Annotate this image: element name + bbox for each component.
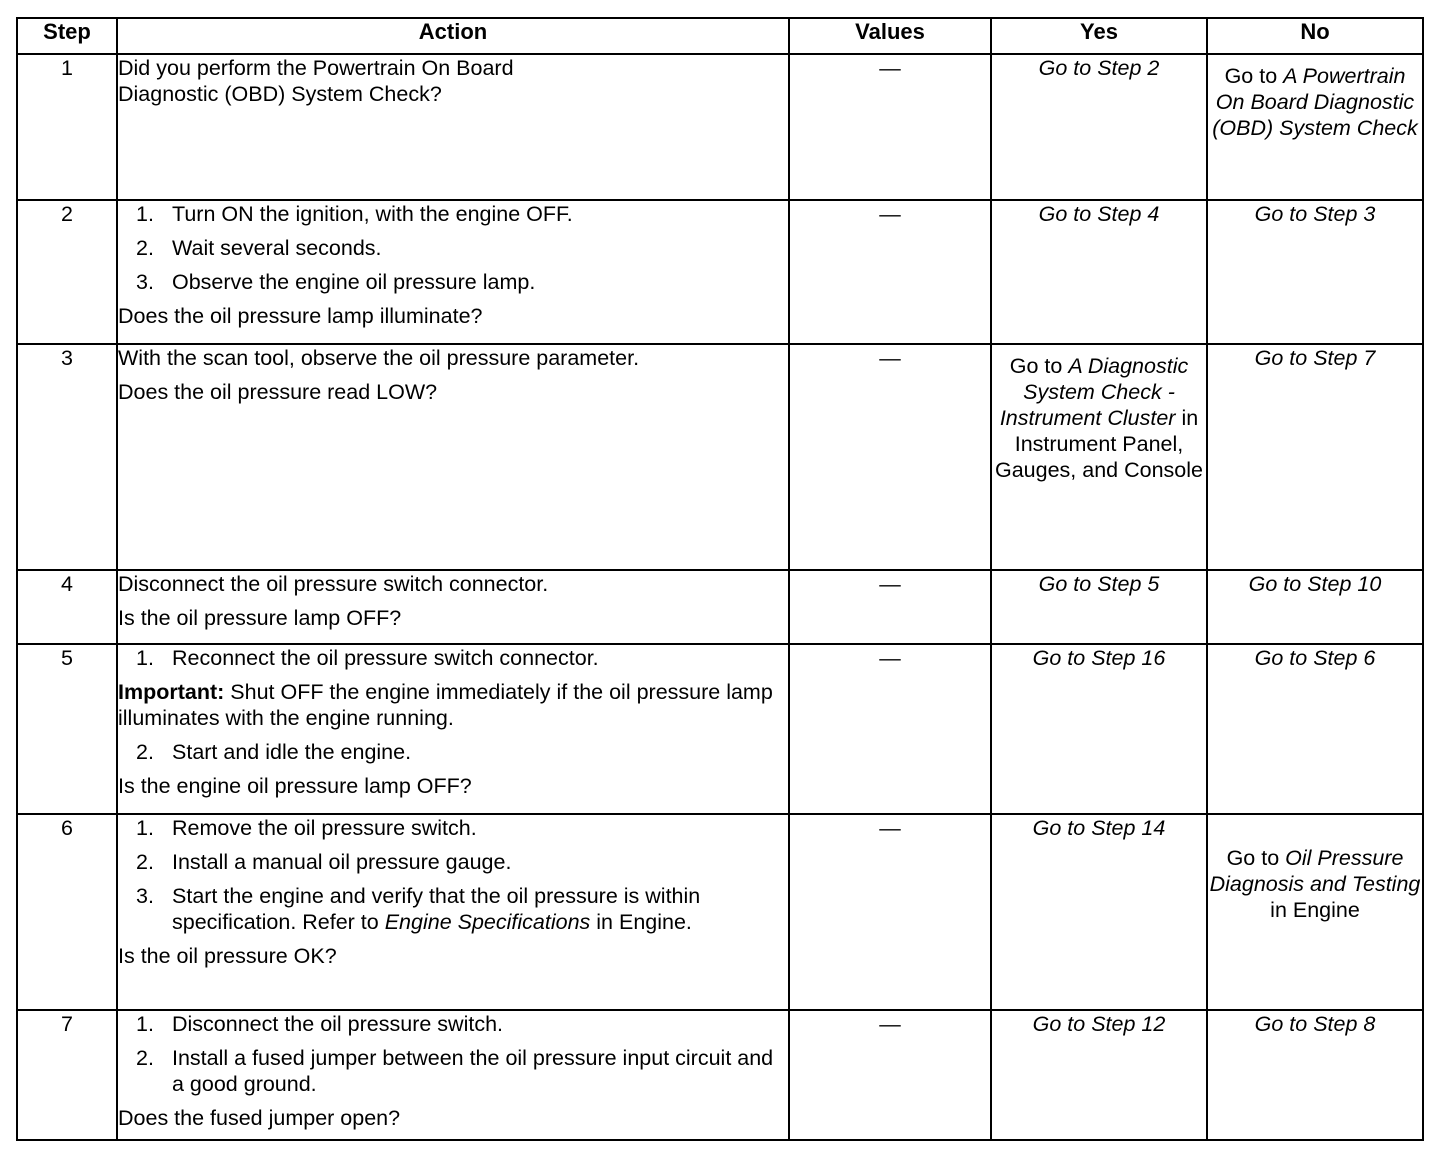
value-cell	[789, 54, 991, 200]
no-suffix: in Engine	[1270, 898, 1360, 922]
value-cell	[789, 814, 991, 1010]
dash: —	[879, 646, 901, 670]
dash: —	[879, 202, 901, 226]
no-link[interactable]: Go to Step 6	[1254, 646, 1376, 670]
action-cell	[117, 814, 789, 1010]
value-cell	[789, 644, 991, 814]
value-cell	[789, 570, 991, 644]
table-row	[17, 54, 1423, 200]
value-cell	[789, 1010, 991, 1140]
yes-cell	[991, 1010, 1207, 1140]
list-item: 2. Start and idle the engine.	[136, 740, 412, 764]
action-cell	[117, 54, 789, 200]
no-prefix: Go to	[1226, 846, 1286, 870]
list-item: 1. Reconnect the oil pressure switch connector.	[136, 646, 599, 670]
dash: —	[879, 1012, 901, 1036]
list-item: 1. Disconnect the oil pressure switch.	[136, 1012, 504, 1036]
no-link[interactable]: Go to Step 10	[1248, 572, 1382, 596]
dash: —	[879, 572, 901, 596]
header-yes: Yes	[991, 18, 1207, 54]
table-row	[17, 814, 1423, 1010]
header-no: No	[1207, 18, 1423, 54]
yes-link[interactable]: Go to Step 5	[1038, 572, 1160, 596]
table-row	[17, 1010, 1423, 1140]
no-cell	[1207, 54, 1423, 200]
no-cell	[1207, 344, 1423, 570]
diagnostic-table	[16, 17, 1424, 1141]
header-action: Action	[117, 18, 789, 54]
list-item: 1. Remove the oil pressure switch.	[136, 816, 477, 840]
value-cell	[789, 344, 991, 570]
value-cell	[789, 200, 991, 344]
yes-cell	[991, 644, 1207, 814]
important-label: Important:	[118, 680, 225, 704]
dash: —	[879, 346, 901, 370]
yes-cell	[991, 54, 1207, 200]
step-number: 2	[17, 200, 117, 344]
list-item: 2. Wait several seconds.	[136, 236, 382, 260]
no-link[interactable]: Go to Step 8	[1254, 1012, 1376, 1036]
action-cell	[117, 570, 789, 644]
yes-link[interactable]: Go to Step 16	[1032, 646, 1166, 670]
yes-cell	[991, 200, 1207, 344]
action-cell	[117, 644, 789, 814]
step-number: 6	[17, 814, 117, 1010]
table-row	[17, 200, 1423, 344]
no-cell	[1207, 1010, 1423, 1140]
question-text: Does the oil pressure read LOW?	[118, 380, 438, 404]
action-cell	[117, 200, 789, 344]
table-row	[17, 570, 1423, 644]
spec-link[interactable]: Engine Specifications	[384, 910, 591, 934]
list-item: 3. Observe the engine oil pressure lamp.	[136, 270, 536, 294]
header-step: Step	[17, 18, 117, 54]
no-link[interactable]: Go to Step 7	[1254, 346, 1376, 370]
yes-cell	[991, 814, 1207, 1010]
header-values: Values	[789, 18, 991, 54]
step-number: 7	[17, 1010, 117, 1140]
list-item: 2. Install a manual oil pressure gauge.	[136, 850, 512, 874]
no-cell	[1207, 200, 1423, 344]
question-text: Does the fused jumper open?	[118, 1106, 401, 1130]
yes-prefix: Go to	[1009, 354, 1069, 378]
question-text: Is the oil pressure OK?	[118, 944, 337, 968]
no-cell	[1207, 644, 1423, 814]
step-number: 3	[17, 344, 117, 570]
no-prefix: Go to	[1224, 64, 1284, 88]
yes-link[interactable]: Go to Step 2	[1038, 56, 1160, 80]
yes-link[interactable]: Go to Step 12	[1032, 1012, 1166, 1036]
dash: —	[879, 816, 901, 840]
yes-link[interactable]: A Diagnostic System Check - Instrument Cluster	[999, 354, 1189, 430]
yes-link[interactable]: Go to Step 4	[1038, 202, 1160, 226]
no-link[interactable]: Oil Pressure Diagnosis and Testing	[1209, 846, 1421, 896]
header-row	[17, 18, 1423, 54]
important-text: Shut OFF the engine immediately if the oil pressure lamp illuminates with the engine running.	[118, 680, 773, 730]
no-link[interactable]: A Powertrain On Board Diagnostic (OBD) System Check	[1212, 64, 1418, 140]
yes-cell	[991, 570, 1207, 644]
action-text: Disconnect the oil pressure switch connector.	[118, 572, 549, 596]
step-number: 1	[17, 54, 117, 200]
yes-suffix: in Instrument Panel, Gauges, and Console	[995, 406, 1203, 482]
step-number: 5	[17, 644, 117, 814]
question-text: Does the oil pressure lamp illuminate?	[118, 304, 483, 328]
list-item: 3. Start the engine and verify that the oil pressure is within specification. Refer to Engine Specifications in Engine.	[136, 884, 701, 934]
important-note	[118, 679, 788, 731]
step-number: 4	[17, 570, 117, 644]
list-item: 1. Turn ON the ignition, with the engine OFF.	[136, 202, 573, 226]
no-cell	[1207, 814, 1423, 1010]
no-link[interactable]: Go to Step 3	[1254, 202, 1376, 226]
question-text: Is the oil pressure lamp OFF?	[118, 606, 402, 630]
no-cell	[1207, 570, 1423, 644]
dash: —	[879, 56, 901, 80]
action-cell	[117, 1010, 789, 1140]
yes-cell	[991, 344, 1207, 570]
table-row	[17, 644, 1423, 814]
question-text: Is the engine oil pressure lamp OFF?	[118, 774, 472, 798]
action-cell	[117, 344, 789, 570]
table-row	[17, 344, 1423, 570]
action-text: Did you perform the Powertrain On Board Diagnostic (OBD) System Check?	[118, 56, 514, 106]
yes-link[interactable]: Go to Step 14	[1032, 816, 1166, 840]
action-text: With the scan tool, observe the oil pressure parameter.	[118, 346, 640, 370]
list-item: 2. Install a fused jumper between the oil pressure input circuit and a good ground.	[136, 1046, 774, 1096]
